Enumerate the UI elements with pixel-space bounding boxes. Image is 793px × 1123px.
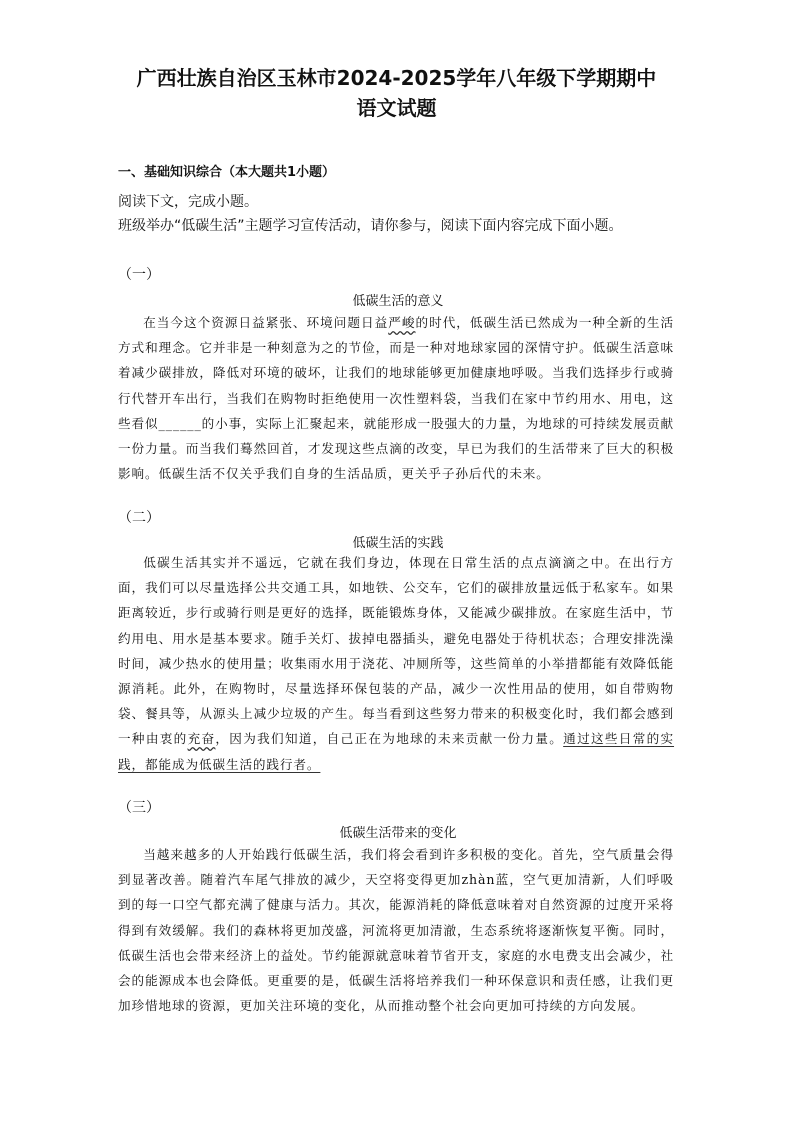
paragraph-text: 的时代，低碳生活已然成为一种全新的生活方式和理念。它并非是一种刻意为之的节俭，而是一种对地球家园的深情守护。低碳生活意味着减少碳排放，降低对环境的破坏，让我们的地球能够更加健康地呼吸。当我们选择步行或骑行代替开车出行，当我们在购物时拒绝使用一次性塑料袋，当我们在家中节约用水、用电，这些看似______的小事，实际上汇聚起来，就能形成一股强大的力量，为地球的可持续发展贡献一份力量。而当我们蓦然回首，才发现这些点滴的改变，早已为我们的生活带来了巨大的积极影响。低碳生活不仅关乎我们自身的生活品质，更关乎子孙后代的未来。 — [118, 315, 674, 482]
section-heading: 一、基础知识综合（本大题共1小题） — [118, 165, 336, 180]
instruction-text: 阅读下文，完成小题。 — [118, 194, 258, 210]
marked-word: 充奋 — [187, 731, 216, 747]
paragraph-text: 低碳生活其实并不遥远，它就在我们身边，体现在日常生活的点点滴滴之中。在出行方面，我们可以尽量选择公共交通工具，如地铁、公交车，它们的碳排放量远低于私家车。如果距离较近，步行或骑行则是更好的选择，既能锻炼身体，又能减少碳排放。在家庭生活中，节约用电、用水是基本要求。随手关灯、拔掉电器插头，避免电器处于待机状态；合理安排洗澡时间，减少热水的使用量；收集雨水用于浇花、冲厕所等，这些简单的小举措都能有效降低能源消耗。此外，在购物时，尽量选择环保包装的产品，减少一次性用品的使用，如自带购物袋、餐具等，从源头上减少垃圾的产生。每当看到这些努力带来的积极变化时，我们都会感到一种由衷的 — [118, 555, 674, 747]
part-paragraph-2 — [118, 550, 674, 777]
part-paragraph-1 — [118, 310, 674, 486]
part-label-1: （一） — [118, 267, 160, 283]
marked-word: 严峻 — [388, 315, 416, 330]
title-line-1: 广西壮族自治区玉林市2024-2025学年八年级下学期期中 — [136, 66, 657, 90]
title-line-2: 语文试题 — [356, 96, 437, 120]
paragraph-text: 在当今这个资源日益紧张、环境问题日益 — [143, 315, 389, 330]
part-heading-2: 低碳生活的实践 — [352, 536, 444, 551]
part-label-3: （三） — [118, 800, 160, 816]
part-paragraph-3: 当越来越多的人开始践行低碳生活，我们将会看到许多积极的变化。首先，空气质量会得到显著改善。随着汽车尾气排放的减少，天空将变得更加zhàn蓝，空气更加清新，人们呼吸到的每一口空气都充满了健康与活力。其次，能源消耗的降低意味着对自然资源的过度开采将得到有效缓解。我们的森林将更加茂盛，河流将更加清澈，生态系统将逐渐恢复平衡。同时，低碳生活也会带来经济上的益处。节约能源就意味着节省开支，家庭的水电费支出会减少，社会的能源成本也会降低。更重要的是，低碳生活将培养我们一种环保意识和责任感，让我们更加珍惜地球的资源，更加关注环境的变化，从而推动整个社会向更加可持续的方向发展。 — [118, 847, 674, 1014]
part-heading-3: 低碳生活带来的变化 — [339, 826, 457, 841]
part-label-2: （二） — [118, 510, 160, 526]
intro-text: 班级举办“低碳生活”主题学习宣传活动，请你参与，阅读下面内容完成下面小题。 — [118, 218, 623, 234]
underlined-sentence: 通过这些日常的实践，都能成为低碳生活的践行者。 — [118, 731, 675, 772]
document-title — [60, 63, 733, 123]
part-heading-1: 低碳生活的意义 — [352, 294, 444, 309]
paragraph-text: ，因为我们知道，自己正在为地球的未来贡献一份力量。 — [215, 731, 564, 747]
